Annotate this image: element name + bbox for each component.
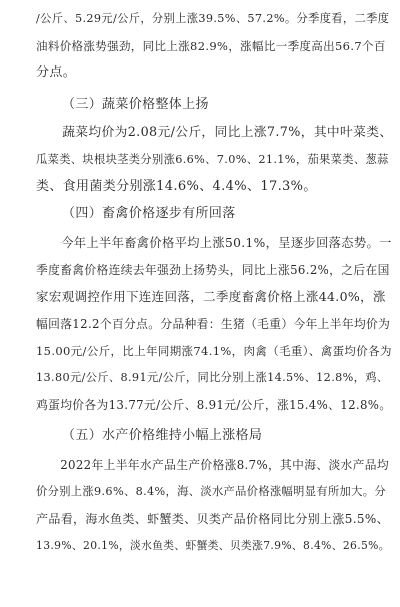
- text-line: 分点。: [36, 65, 77, 80]
- text-line: 价分别上涨9.6%、8.4%，海、淡水产品价格涨幅明显有所加大。分: [36, 485, 386, 498]
- text-line: 蔬菜均价为2.08元/公斤，同比上涨7.7%，其中叶菜类、: [36, 125, 393, 140]
- text-line: 类、食用菌类分别涨14.6%、4.4%、17.3%。: [36, 179, 317, 194]
- text-line: /公斤、5.29元/公斤，分别上涨39.5%、57.2%。分季度看，二季度: [36, 12, 390, 25]
- text-line: 13.9%、20.1%，淡水鱼类、虾蟹类、贝类涨7.9%、8.4%、26.5%。: [36, 539, 390, 552]
- section-heading: （四）畜禽价格逐步有所回落: [62, 206, 236, 221]
- text-line: 油料价格涨势强劲，同比上涨82.9%，涨幅比一季度高出56.7个百: [36, 39, 386, 53]
- text-line: 今年上半年畜禽价格平均上涨50.1%，呈逐步回落态势。一: [36, 236, 392, 250]
- text-line: 幅回落12.2个百分点。分品种看：生猪（毛重）今年上半年均价为: [36, 317, 391, 331]
- text-line: 13.80元/公斤、8.91元/公斤，同比分别上涨14.5%、12.8%，鸡、: [36, 371, 389, 384]
- text-line: 产品看，海水鱼类、虾蟹类、贝类产品价格同比分别上涨5.5%、: [36, 512, 389, 526]
- text-line: 家宏观调控作用下连连回落，二季度畜禽价格上涨44.0%，涨: [36, 289, 386, 304]
- text-line: 鸡蛋均价各为13.77元/公斤、8.91元/公斤，涨15.4%、12.8%。: [36, 398, 392, 412]
- section-heading: （五）水产价格维持小幅上涨格局: [62, 428, 263, 443]
- text-line: 2022年上半年水产品生产价格涨8.7%，其中海、淡水产品均: [36, 458, 389, 472]
- text-line: 15.00元/公斤，比上年同期涨74.1%，肉禽（毛重）、禽蛋均价各为: [36, 344, 392, 358]
- section-heading: （三）蔬菜价格整体上扬: [62, 97, 209, 112]
- text-line: 瓜菜类、块根块茎类分别涨6.6%、7.0%、21.1%，茄果菜类、葱蒜: [36, 153, 389, 166]
- text-line: 季度畜禽价格连续去年强劲上扬势头，同比上涨56.2%，之后在国: [36, 263, 390, 277]
